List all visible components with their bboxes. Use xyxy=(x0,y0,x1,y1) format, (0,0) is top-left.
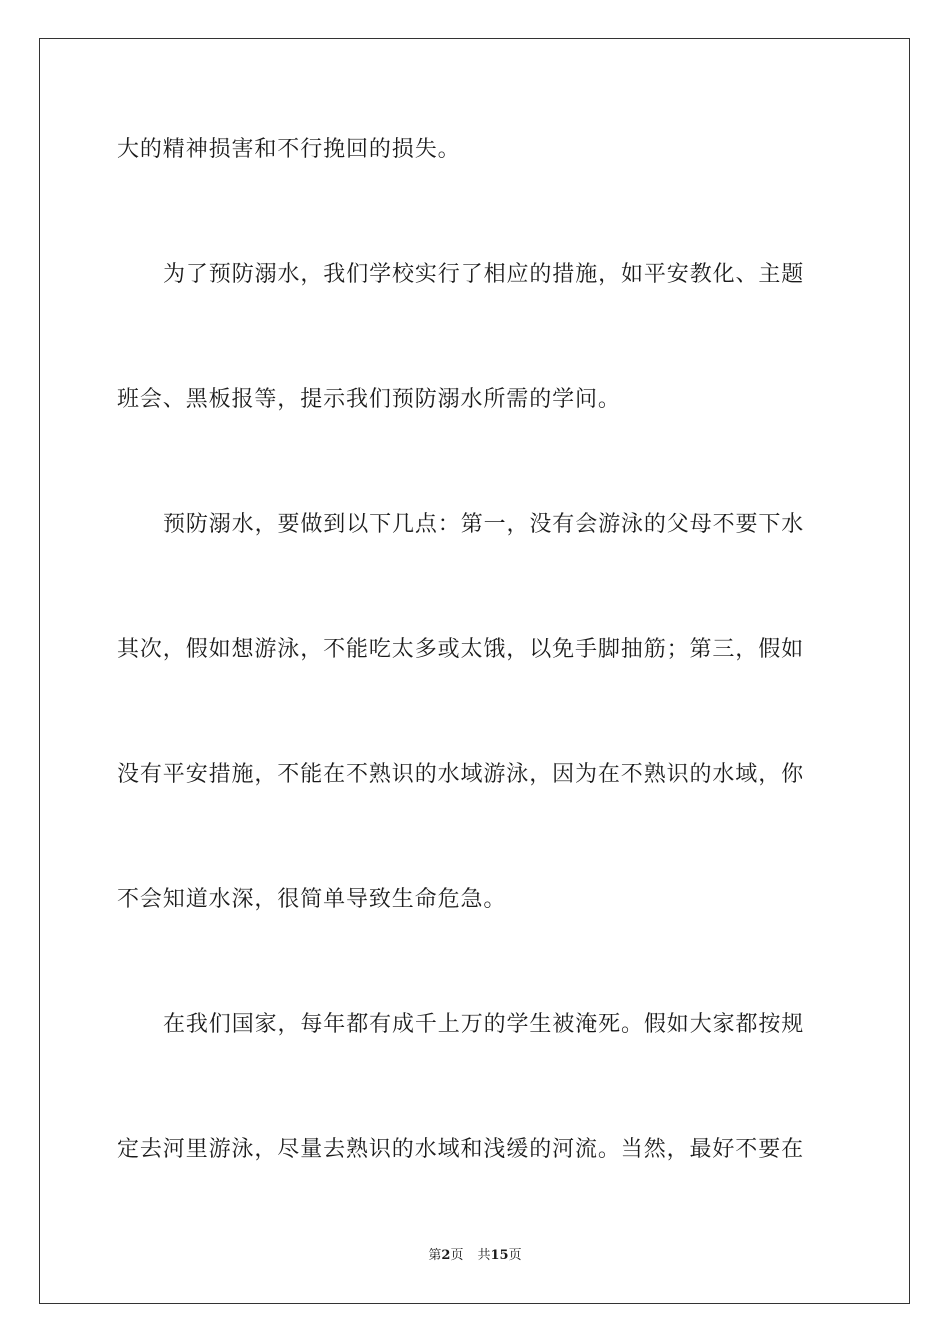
page-number: 2 xyxy=(441,1248,451,1263)
page-prefix: 第 xyxy=(428,1248,442,1263)
text-line-8: 在我们国家，每年都有成千上万的学生被淹死。假如大家都按规 xyxy=(163,1012,805,1037)
text-line-5: 其次，假如想游泳，不能吃太多或太饿，以免手脚抽筋；第三，假如 xyxy=(117,637,805,662)
text-line-3: 班会、黑板报等，提示我们预防溺水所需的学问。 xyxy=(117,387,621,412)
page-footer xyxy=(0,1247,950,1265)
total-pages: 15 xyxy=(490,1248,509,1263)
text-line-4: 预防溺水，要做到以下几点：第一，没有会游泳的父母不要下水 xyxy=(163,512,805,537)
text-line-2: 为了预防溺水，我们学校实行了相应的措施，如平安教化、主题 xyxy=(163,262,805,287)
text-line-9: 定去河里游泳，尽量去熟识的水域和浅缓的河流。当然，最好不要在 xyxy=(117,1137,805,1162)
text-line-7: 不会知道水深，很简单导致生命危急。 xyxy=(117,887,507,912)
page-frame xyxy=(39,38,910,1304)
text-line-1: 大的精神损害和不行挽回的损失。 xyxy=(117,137,461,162)
total-prefix: 共 xyxy=(477,1248,491,1263)
text-line-6: 没有平安措施，不能在不熟识的水域游泳，因为在不熟识的水域，你 xyxy=(117,762,805,787)
page-suffix: 页 xyxy=(450,1248,464,1263)
total-suffix: 页 xyxy=(508,1248,522,1263)
